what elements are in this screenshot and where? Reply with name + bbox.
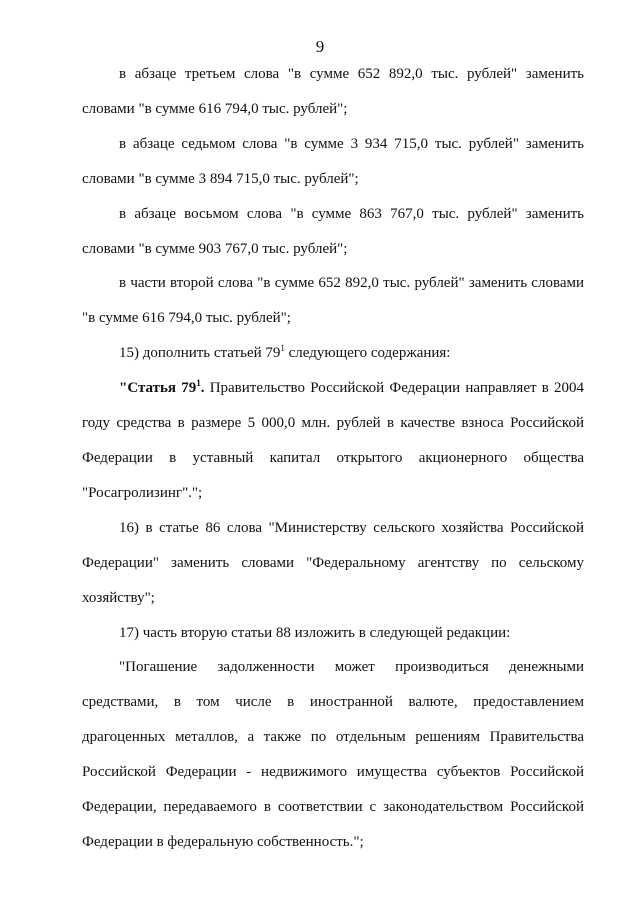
- article-superscript: 1: [280, 343, 285, 354]
- article-heading-dot: .: [200, 380, 205, 397]
- page-number: 9: [315, 37, 325, 56]
- paragraph-item-17: 17) часть вторую статьи 88 изложить в следующей редакции:: [119, 624, 511, 641]
- item-15-text-end: следующего содержания:: [284, 345, 451, 362]
- document-body: [82, 57, 584, 860]
- paragraph-abzac-7: в абзаце седьмом слова "в сумме 3 934 715,0 тыс. рублей" заменить словами "в сумме 3 894 715,0 тыс. рублей";: [82, 135, 584, 187]
- paragraph-item-16: 16) в статье 86 слова "Министерству сельского хозяйства Российской Федерации" заменить словами "Федеральному агентству по сельскому хозяйству";: [82, 519, 584, 606]
- paragraph-part-2: в части второй слова "в сумме 652 892,0 тыс. рублей" заменить словами "в сумме 616 794,0 тыс. рублей";: [82, 275, 584, 327]
- article-heading: Статья 79: [127, 380, 197, 397]
- paragraph-abzac-8: в абзаце восьмом слова "в сумме 863 767,0 тыс. рублей" заменить словами "в сумме 903 767,0 тыс. рублей";: [82, 205, 584, 257]
- paragraph-article-79-1: [82, 371, 584, 511]
- article-heading-superscript: 1: [196, 378, 201, 389]
- quote-open: ": [119, 380, 128, 397]
- article-text: Правительство Российской Федерации направляет в 2004 году средства в размере 5 000,0 млн. рублей в качестве взноса Российской Федерации в уставный капитал открытого акционерного общества "Росагролизинг".";: [82, 380, 584, 501]
- paragraph-item-15: [82, 336, 584, 371]
- paragraph-article-88-text: "Погашение задолженности может производиться денежными средствами, в том числе в иностранной валюте, предоставлением драгоценных металлов, а также по отдельным решениям Правительства Российской Федерации - недвижимого имущества субъектов Российской Федерации, передаваемого в соответствии с законодательством Российской Федерации в федеральную собственность.";: [82, 659, 584, 850]
- paragraph-abzac-3: в абзаце третьем слова "в сумме 652 892,0 тыс. рублей" заменить словами "в сумме 616 794,0 тыс. рублей";: [82, 66, 584, 117]
- item-15-text: 15) дополнить статьей 79: [119, 345, 281, 362]
